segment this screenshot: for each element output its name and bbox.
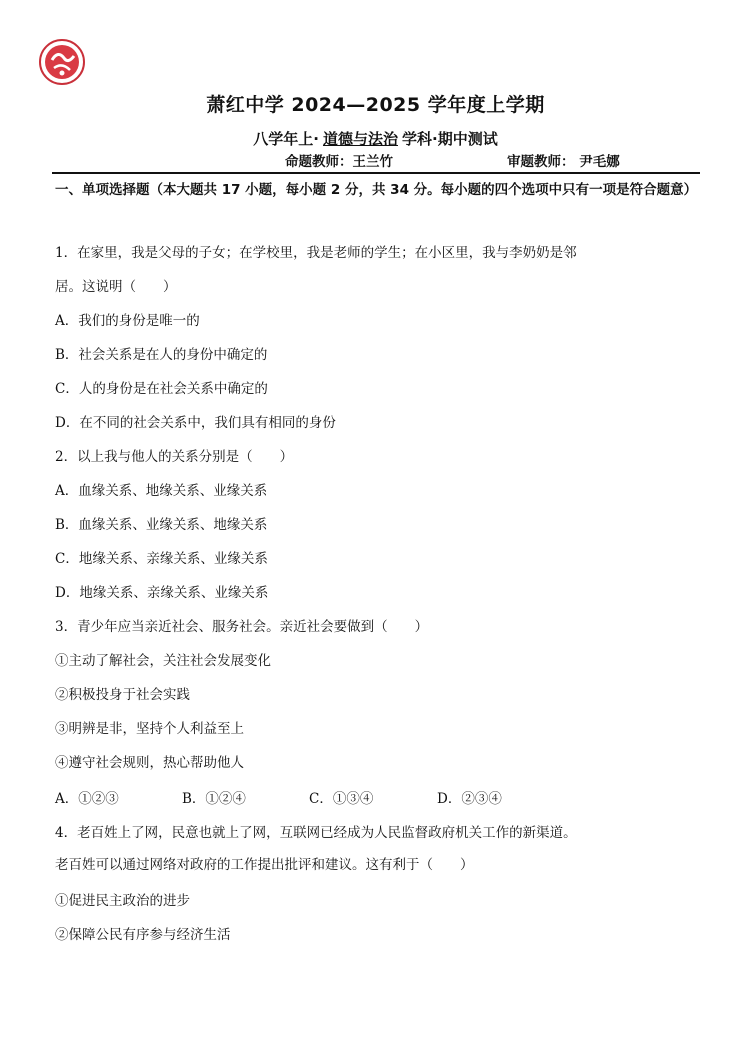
question-1-option-a: A．我们的身份是唯一的 [55,313,200,329]
header-divider [52,172,700,174]
question-3-item-1: ①主动了解社会，关注社会发展变化 [55,653,271,669]
question-3-item-3: ③明辨是非，坚持个人利益至上 [55,721,244,737]
question-4-stem-line-1: 4．老百姓上了网，民意也就上了网，互联网已经成为人民监督政府机关工作的新渠道。 [55,825,577,841]
question-1-stem-line-2: 居。这说明（ ） [55,279,177,295]
question-1-option-c: C．人的身份是在社会关系中确定的 [55,381,268,397]
reviewer-teacher: 审题教师： 尹毛娜 [507,154,620,170]
question-3-stem: 3．青少年应当亲近社会、服务社会。亲近社会要做到（ ） [55,619,429,635]
question-2-option-d: D．地缘关系、亲缘关系、业缘关系 [55,585,269,601]
subtitle-suffix: 学科·期中测试 [402,130,498,148]
question-3-item-2: ②积极投身于社会实践 [55,687,190,703]
subject-name: 道德与法治 [322,130,398,148]
section-heading: 一、单项选择题（本大题共 17 小题，每小题 2 分，共 34 分。每小题的四个选项中只有一项是符合题意） [55,182,698,198]
question-2-option-c: C．地缘关系、亲缘关系、业缘关系 [55,551,268,567]
question-1-option-d: D．在不同的社会关系中，我们具有相同的身份 [55,415,336,431]
question-3-option-a: A．①②③ [55,791,119,807]
subtitle-prefix: 八学年上· [253,130,319,148]
question-1-option-b: B．社会关系是在人的身份中确定的 [55,347,268,363]
question-3-option-c: C．①③④ [309,791,374,807]
question-4-item-2: ②保障公民有序参与经济生活 [55,927,231,943]
teacher-info [285,150,705,170]
question-4-item-1: ①促进民主政治的进步 [55,893,190,909]
school-logo [38,38,86,86]
question-2-option-a: A．血缘关系、地缘关系、业缘关系 [55,483,268,499]
question-3-option-d: D．②③④ [437,791,502,807]
question-3-option-b: B．①②④ [182,791,246,807]
exam-subtitle [0,128,751,149]
question-4-stem-line-2: 老百姓可以通过网络对政府的工作提出批评和建议。这有利于（ ） [55,857,474,873]
author-teacher: 命题教师：王兰竹 [285,154,393,170]
question-3-item-4: ④遵守社会规则，热心帮助他人 [55,755,244,771]
question-2-stem: 2．以上我与他人的关系分别是（ ） [55,449,294,465]
question-2-option-b: B．血缘关系、业缘关系、地缘关系 [55,517,268,533]
question-1-stem-line-1: 1．在家里，我是父母的子女；在学校里，我是老师的学生；在小区里，我与李奶奶是邻 [55,245,577,261]
exam-title: 萧红中学 2024—2025 学年度上学期 [206,94,545,116]
